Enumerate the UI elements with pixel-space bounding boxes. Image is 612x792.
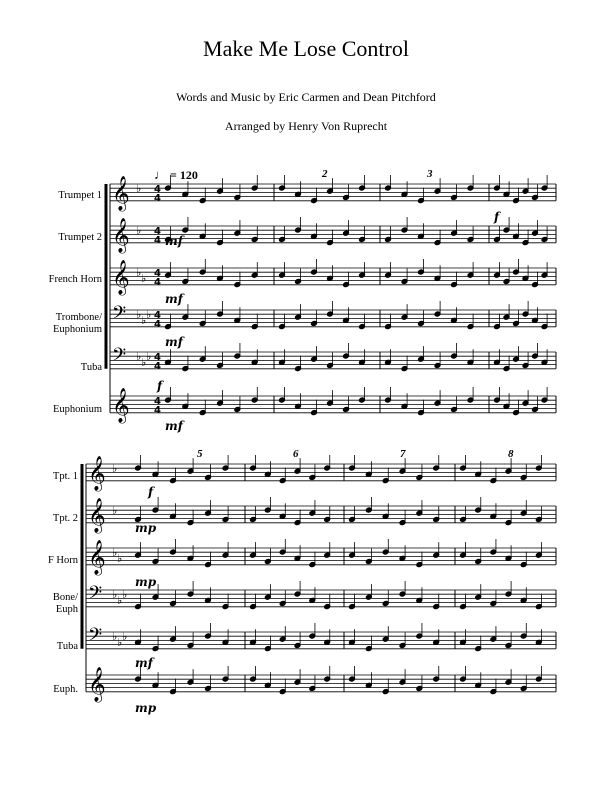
flat-sign-icon: ♭ — [141, 272, 147, 285]
time-signature-top: 4 — [154, 226, 161, 237]
instrument-name: Tpt. 2 — [52, 513, 78, 524]
flat-sign-icon: ♭ — [136, 308, 142, 321]
flat-sign-icon: ♭ — [122, 588, 128, 601]
dynamic-mf: mf — [135, 656, 153, 670]
score-title: Make Me Lose Control — [203, 36, 409, 61]
bass-clef-icon: 𝄢 — [88, 625, 103, 650]
flat-sign-icon: ♭ — [146, 308, 152, 321]
time-signature-bottom: 4 — [154, 319, 161, 330]
treble-clef-icon: 𝄞 — [112, 388, 130, 423]
dynamic-mf: mf — [165, 292, 183, 306]
dynamic-mf: mf — [165, 234, 183, 248]
dynamic-mf: mf — [165, 419, 183, 433]
dynamic-mp: mp — [135, 575, 157, 589]
flat-sign-icon: ♭ — [136, 182, 142, 195]
instrument-name: F Horn — [47, 555, 78, 566]
instrument-name: Euph. — [53, 684, 78, 695]
time-signature-top: 4 — [154, 310, 161, 321]
treble-clef-icon: 𝄞 — [88, 540, 106, 575]
flat-sign-icon: ♭ — [136, 224, 142, 237]
time-signature-bottom: 4 — [154, 361, 161, 372]
bass-clef-icon: 𝄢 — [88, 583, 103, 608]
dynamic-mf: mf — [165, 335, 183, 349]
dynamic-f: f — [494, 210, 500, 224]
instrument-name: French Horn — [48, 274, 102, 285]
dynamic-mp: mp — [135, 521, 157, 535]
time-signature-bottom: 4 — [154, 405, 161, 416]
measure-number: 5 — [197, 448, 203, 460]
flat-sign-icon: ♭ — [112, 630, 118, 643]
measure-number: 3 — [427, 168, 433, 180]
barlines — [82, 184, 556, 692]
treble-clef-icon: 𝄞 — [112, 260, 130, 295]
time-signature-bottom: 4 — [154, 277, 161, 288]
dynamic-mp: mp — [135, 701, 157, 715]
flat-sign-icon: ♭ — [117, 636, 123, 649]
flat-sign-icon: ♭ — [112, 504, 118, 517]
clefs — [88, 176, 161, 703]
composer-credit: Words and Music by Eric Carmen and Dean Pitchford — [176, 90, 436, 104]
flat-sign-icon: ♭ — [117, 552, 123, 565]
flat-sign-icon: ♭ — [136, 350, 142, 363]
flat-sign-icon: ♭ — [112, 546, 118, 559]
quarter-note-icon: ♩ — [154, 167, 167, 182]
dynamic-f: f — [148, 485, 154, 499]
instrument-name: Tpt. 1 — [52, 471, 78, 482]
time-signature-bottom: 4 — [154, 235, 161, 246]
instrument-name: Trumpet 1 — [58, 190, 102, 201]
flat-sign-icon: ♭ — [146, 350, 152, 363]
notes — [135, 175, 548, 695]
measure-number: 2 — [322, 168, 328, 180]
bass-clef-icon: 𝄢 — [112, 345, 127, 370]
flat-sign-icon: ♭ — [141, 314, 147, 327]
time-signature-top: 4 — [154, 396, 161, 407]
instrument-name: Tuba — [80, 362, 102, 373]
flat-sign-icon: ♭ — [112, 462, 118, 475]
treble-clef-icon: 𝄞 — [112, 176, 130, 211]
tempo-text: = 120 — [170, 168, 198, 182]
flat-sign-icon: ♭ — [117, 594, 123, 607]
instrument-name: Tuba — [56, 641, 78, 652]
treble-clef-icon: 𝄞 — [112, 218, 130, 253]
measure-number: 7 — [400, 448, 406, 460]
dynamics — [135, 210, 501, 715]
flat-sign-icon: ♭ — [141, 356, 147, 369]
instrument-name: Trombone/ Euphonium — [53, 312, 102, 336]
arranger-credit: Arranged by Henry Von Ruprecht — [224, 119, 388, 133]
flat-sign-icon: ♭ — [112, 588, 118, 601]
measure-number: 6 — [293, 448, 299, 460]
time-signature-top: 4 — [154, 352, 161, 363]
time-signature-bottom: 4 — [154, 193, 161, 204]
instrument-name: Bone/ Euph — [52, 592, 78, 616]
measure-number: 8 — [508, 448, 514, 460]
time-signature-top: 4 — [154, 268, 161, 279]
treble-clef-icon: 𝄞 — [88, 456, 106, 491]
staff-lines — [86, 184, 556, 692]
flat-sign-icon: ♭ — [136, 266, 142, 279]
treble-clef-icon: 𝄞 — [88, 498, 106, 533]
instrument-name: Trumpet 2 — [58, 232, 102, 243]
time-signature-top: 4 — [154, 184, 161, 195]
treble-clef-icon: 𝄞 — [88, 667, 106, 702]
instrument-name: Euphonium — [53, 404, 102, 415]
bass-clef-icon: 𝄢 — [112, 303, 127, 328]
dynamic-f: f — [157, 379, 163, 393]
flat-sign-icon: ♭ — [122, 630, 128, 643]
